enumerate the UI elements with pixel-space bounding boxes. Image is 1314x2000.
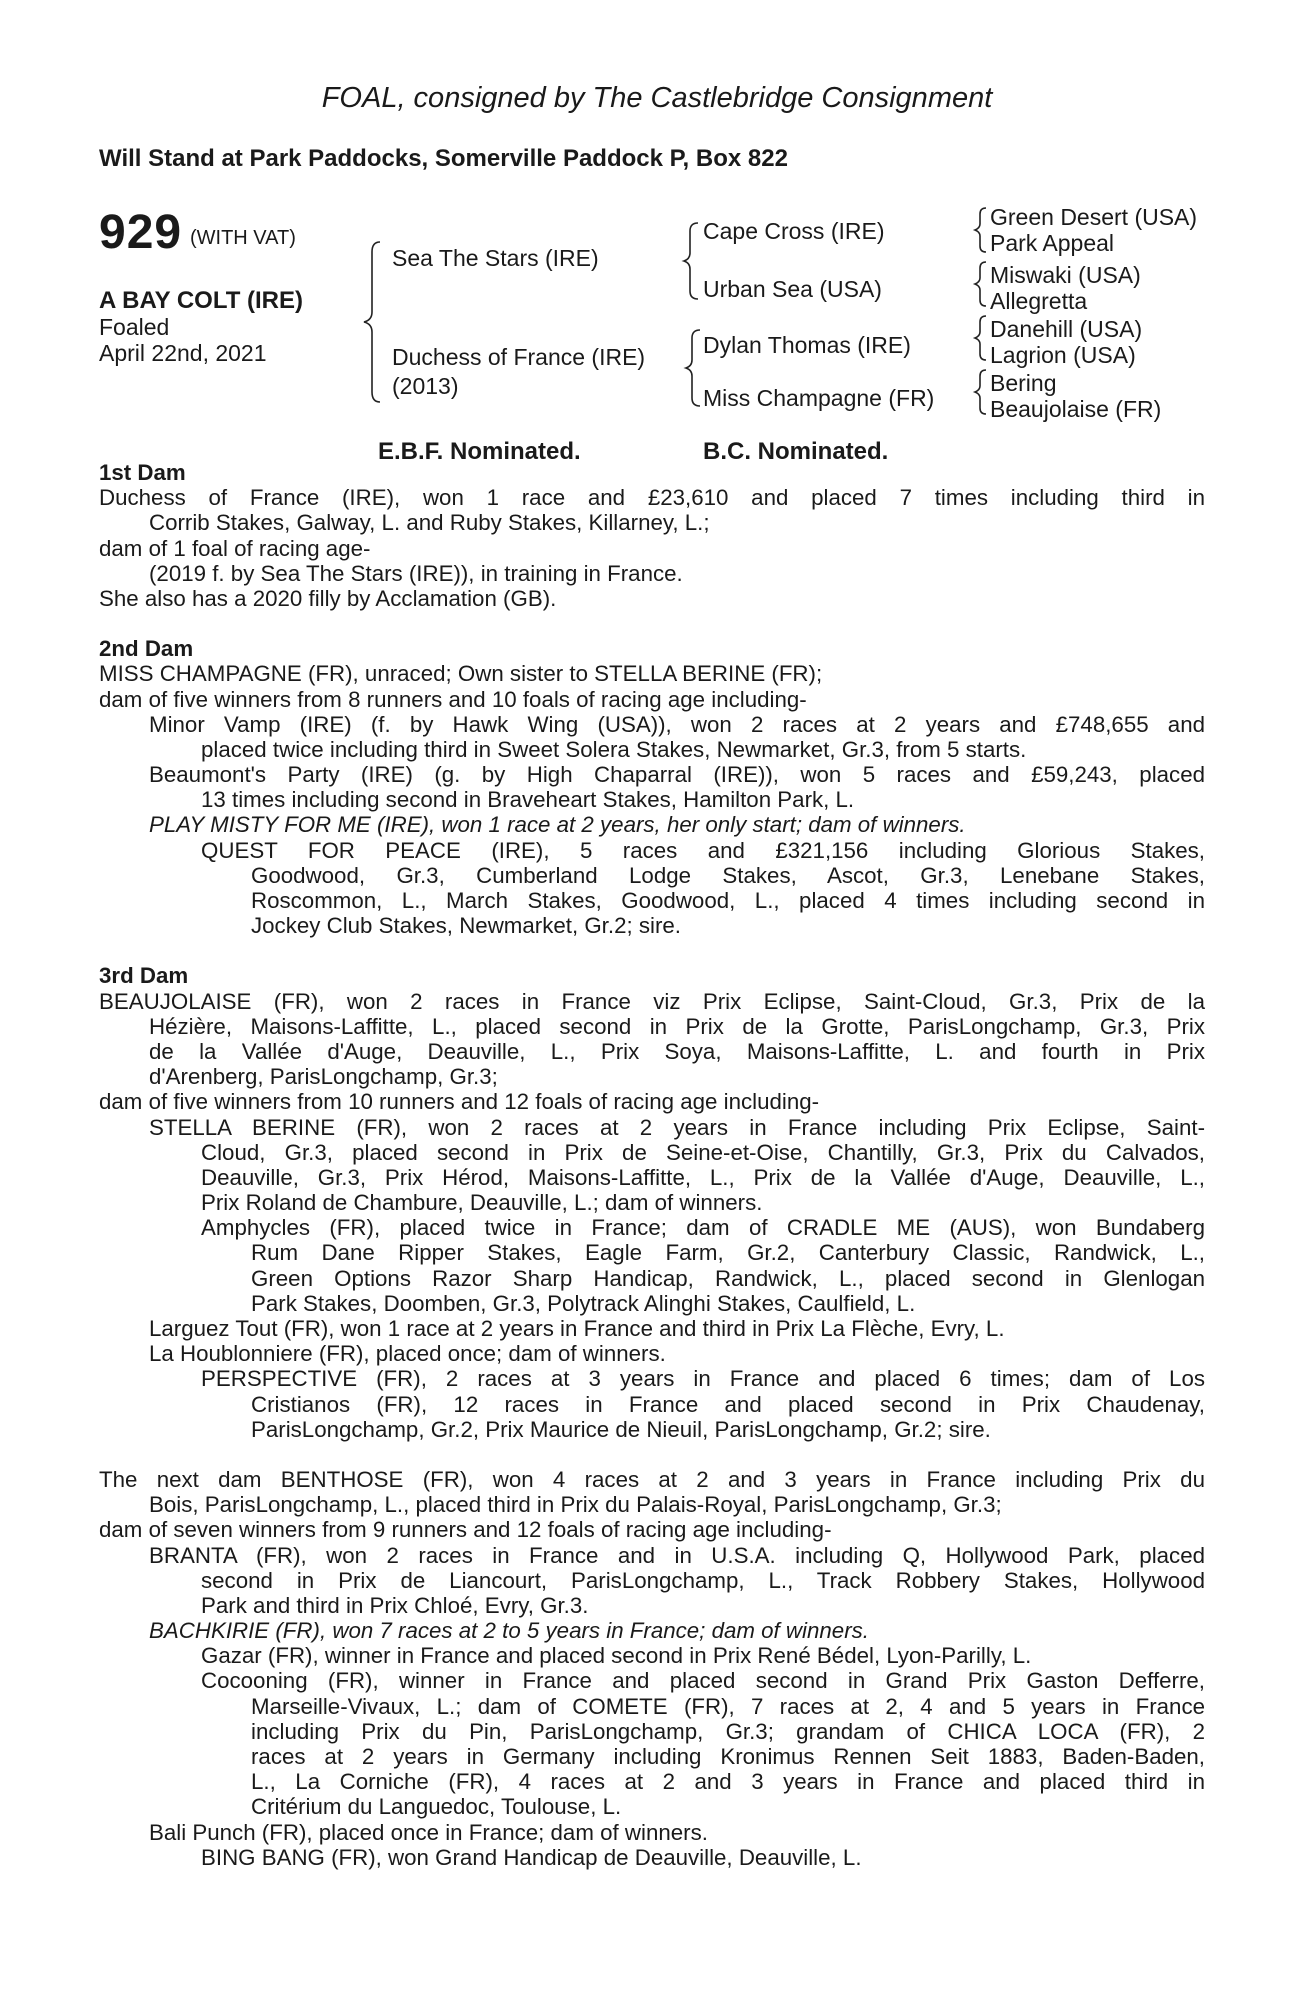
second-dam-line: QUEST FOR PEACE (IRE), 5 races and £321,156 including Glorious Stakes, xyxy=(201,837,1205,863)
third-dam-line: PERSPECTIVE (FR), 2 races at 3 years in France and placed 6 times; dam of Los xyxy=(201,1366,1205,1392)
vat-note: (WITH VAT) xyxy=(190,227,296,249)
next-dam-line: Marseille-Vivaux, L.; dam of COMETE (FR), 7 races at 2, 4 and 5 years in France xyxy=(251,1693,1205,1719)
first-dam-line: Duchess of France (IRE), won 1 race and £23,610 and placed 7 times including third in xyxy=(99,485,1205,511)
pedigree-g1: Green Desert (USA) xyxy=(990,204,1198,230)
next-dam-line: including Prix du Pin, ParisLongchamp, Gr.3; grandam of CHICA LOCA (FR), 2 xyxy=(251,1718,1205,1744)
second-dam-line: MISS CHAMPAGNE (FR), unraced; Own sister to STELLA BERINE (FR); xyxy=(99,661,823,687)
next-dam-line: BRANTA (FR), won 2 races in France and in U.S.A. including Q, Hollywood Park, placed xyxy=(149,1542,1205,1568)
first-dam-line: She also has a 2020 filly by Acclamation (GB). xyxy=(99,585,557,611)
third-dam-line: STELLA BERINE (FR), won 2 races at 2 years in France including Prix Eclipse, Saint- xyxy=(149,1114,1205,1140)
second-dam-line: Roscommon, L., March Stakes, Goodwood, L., placed 4 times including second in xyxy=(251,888,1205,913)
bc-nomination: B.C. Nominated. xyxy=(703,438,889,465)
second-dam-line: Beaumont's Party (IRE) (g. by High Chaparral (IRE)), won 5 races and £59,243, placed xyxy=(149,762,1205,788)
foaled-label: Foaled xyxy=(99,314,170,340)
page-title: FOAL, consigned by The Castlebridge Consignment xyxy=(321,82,993,114)
next-dam-line: BACHKIRIE (FR), won 7 races at 2 to 5 years in France; dam of winners. xyxy=(149,1618,869,1644)
lot-number: 929 xyxy=(99,206,183,259)
pedigree-dam-sire: Dylan Thomas (IRE) xyxy=(703,332,911,358)
stand-location: Will Stand at Park Paddocks, Somerville Paddock P, Box 822 xyxy=(99,145,788,172)
next-dam-line: Cocooning (FR), winner in France and placed second in Grand Prix Gaston Defferre, xyxy=(201,1668,1205,1694)
pedigree-g4: Allegretta xyxy=(990,288,1088,314)
first-dam-line: dam of 1 foal of racing age- xyxy=(99,535,371,561)
third-dam-line: Cristianos (FR), 12 races in France and placed second in Prix Chaudenay, xyxy=(251,1391,1205,1417)
third-dam-line: Hézière, Maisons-Laffitte, L., placed second in Prix de la Grotte, ParisLongchamp, Gr.3, Prix xyxy=(149,1013,1205,1039)
next-dam-line: Bali Punch (FR), placed once in France; dam of winners. xyxy=(149,1819,708,1845)
second-dam-line: dam of five winners from 8 runners and 10 foals of racing age including- xyxy=(99,686,807,712)
first-dam-line: Corrib Stakes, Galway, L. and Ruby Stakes, Killarney, L.; xyxy=(149,510,710,536)
second-dam-line: PLAY MISTY FOR ME (IRE), won 1 race at 2 years, her only start; dam of winners. xyxy=(149,812,966,838)
pedigree-dam-dam: Miss Champagne (FR) xyxy=(703,385,935,411)
pedigree-g3: Miswaki (USA) xyxy=(990,262,1141,288)
pedigree-g6: Lagrion (USA) xyxy=(990,342,1136,368)
first-dam-heading: 1st Dam xyxy=(99,460,186,485)
catalogue-body xyxy=(99,460,1205,1870)
third-dam-line: de la Vallée d'Auge, Deauville, L., Prix Soya, Maisons-Laffitte, L. and fourth in Prix xyxy=(149,1038,1205,1064)
pedigree-sire: Sea The Stars (IRE) xyxy=(392,245,599,271)
pedigree-g5: Danehill (USA) xyxy=(990,316,1143,342)
third-dam-line: Deauville, Gr.3, Prix Hérod, Maisons-Laffitte, L., Prix de la Vallée d'Auge, Deauville, L., xyxy=(201,1164,1205,1190)
second-dam-line: 13 times including second in Braveheart Stakes, Hamilton Park, L. xyxy=(201,787,855,813)
third-dam-line: Rum Dane Ripper Stakes, Eagle Farm, Gr.2, Canterbury Classic, Randwick, L., xyxy=(251,1240,1205,1266)
next-dam-line: The next dam BENTHOSE (FR), won 4 races at 2 and 3 years in France including Prix du xyxy=(99,1466,1205,1492)
third-dam-line: Prix Roland de Chambure, Deauville, L.; dam of winners. xyxy=(201,1190,763,1216)
first-dam-line: (2019 f. by Sea The Stars (IRE)), in training in France. xyxy=(149,560,683,586)
ebf-nomination: E.B.F. Nominated. xyxy=(378,438,581,465)
second-dam-line: Minor Vamp (IRE) (f. by Hawk Wing (USA)), won 2 races at 2 years and £748,655 and xyxy=(149,711,1205,737)
second-dam-heading: 2nd Dam xyxy=(99,636,194,662)
third-dam-line: ParisLongchamp, Gr.2, Prix Maurice de Nieuil, ParisLongchamp, Gr.2; sire. xyxy=(251,1416,991,1442)
next-dam-line: second in Prix de Liancourt, ParisLongchamp, L., Track Robbery Stakes, Hollywood xyxy=(201,1567,1205,1593)
lot-description: A BAY COLT (IRE) xyxy=(99,287,304,314)
third-dam-line: BEAUJOLAISE (FR), won 2 races in France viz Prix Eclipse, Saint-Cloud, Gr.3, Prix de la xyxy=(99,988,1205,1014)
second-dam-line: Goodwood, Gr.3, Cumberland Lodge Stakes, Ascot, Gr.3, Lenebane Stakes, xyxy=(251,862,1205,888)
next-dam-line: dam of seven winners from 9 runners and 12 foals of racing age including- xyxy=(99,1517,832,1543)
next-dam-line: Park and third in Prix Chloé, Evry, Gr.3. xyxy=(201,1592,589,1618)
next-dam-line: Critérium du Languedoc, Toulouse, L. xyxy=(251,1794,622,1820)
next-dam-line: Gazar (FR), winner in France and placed second in Prix René Bédel, Lyon-Parilly, L. xyxy=(201,1643,1032,1669)
next-dam-line: BING BANG (FR), won Grand Handicap de Deauville, Deauville, L. xyxy=(201,1844,862,1870)
next-dam-line: L., La Corniche (FR), 4 races at 2 and 3 years in France and placed third in xyxy=(251,1769,1205,1795)
third-dam-line: Cloud, Gr.3, placed second in Prix de Seine-et-Oise, Chantilly, Gr.3, Prix du Calvados, xyxy=(201,1139,1205,1165)
third-dam-line: Green Options Razor Sharp Handicap, Randwick, L., placed second in Glenlogan xyxy=(251,1265,1205,1291)
third-dam-line: d'Arenberg, ParisLongchamp, Gr.3; xyxy=(149,1064,498,1090)
third-dam-line: La Houblonniere (FR), placed once; dam of winners. xyxy=(149,1341,666,1367)
pedigree-dam-year: (2013) xyxy=(392,373,459,399)
pedigree-sire-dam: Urban Sea (USA) xyxy=(703,276,882,302)
pedigree-g7: Bering xyxy=(990,370,1057,396)
third-dam-heading: 3rd Dam xyxy=(99,963,189,989)
second-dam-line: Jockey Club Stakes, Newmarket, Gr.2; sire. xyxy=(251,913,681,939)
third-dam-line: Larguez Tout (FR), won 1 race at 2 years in France and third in Prix La Flèche, Evry, L. xyxy=(149,1316,1005,1341)
pedigree-g8: Beaujolaise (FR) xyxy=(990,396,1162,422)
next-dam-line: races at 2 years in Germany including Kronimus Rennen Seit 1883, Baden-Baden, xyxy=(251,1744,1205,1769)
pedigree-g2: Park Appeal xyxy=(990,230,1115,256)
third-dam-line: Amphycles (FR), placed twice in France; dam of CRADLE ME (AUS), won Bundaberg xyxy=(201,1215,1205,1241)
next-dam-line: Bois, ParisLongchamp, L., placed third in Prix du Palais-Royal, ParisLongchamp, Gr.3; xyxy=(149,1492,1002,1518)
pedigree-sire-sire: Cape Cross (IRE) xyxy=(703,218,885,244)
pedigree-dam: Duchess of France (IRE) xyxy=(392,344,646,370)
third-dam-line: dam of five winners from 10 runners and 12 foals of racing age including- xyxy=(99,1089,820,1115)
second-dam-line: placed twice including third in Sweet Solera Stakes, Newmarket, Gr.3, from 5 starts. xyxy=(201,736,1027,762)
foaled-date: April 22nd, 2021 xyxy=(99,340,267,366)
third-dam-line: Park Stakes, Doomben, Gr.3, Polytrack Alinghi Stakes, Caulfield, L. xyxy=(251,1290,916,1316)
